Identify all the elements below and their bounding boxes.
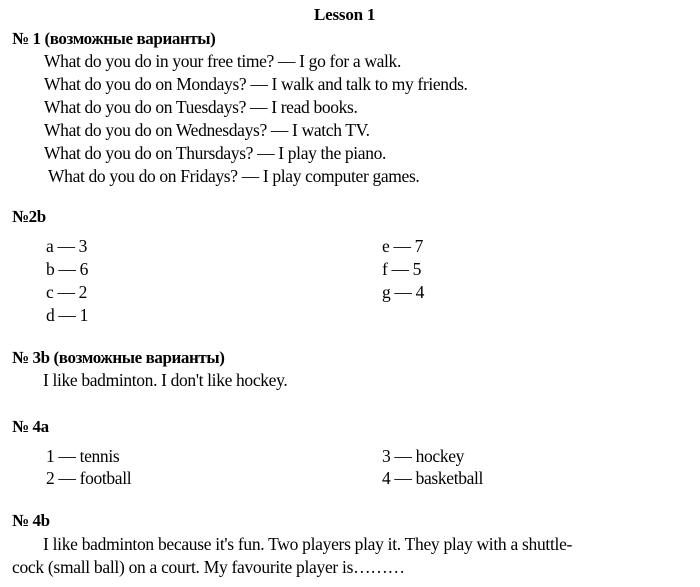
exercise-3b-text: I like badminton. I don't like hockey. xyxy=(43,370,288,390)
match-item: d — 1 xyxy=(46,305,89,325)
sport-item: 1 — tennis xyxy=(46,446,120,466)
sport-item: 3 — hockey xyxy=(382,446,465,466)
exercise-4b-text-line: I like badminton because it's fun. Two players play it. They play with a shuttle- xyxy=(43,534,573,554)
match-item: a — 3 xyxy=(46,236,88,256)
exercise-1-line: What do you do on Wednesdays? — I watch TV. xyxy=(44,120,370,140)
match-item: g — 4 xyxy=(382,282,425,302)
sport-item: 2 — football xyxy=(46,468,132,488)
exercise-1-line: What do you do on Fridays? — I play computer games. xyxy=(48,166,420,186)
exercise-1-heading: № 1 (возможные варианты) xyxy=(12,29,216,48)
exercise-1-line: What do you do on Thursdays? — I play the piano. xyxy=(44,143,387,163)
page-title: Lesson 1 xyxy=(314,5,376,24)
exercise-3b-heading: № 3b (возможные варианты) xyxy=(12,348,225,367)
exercise-4a-heading: № 4a xyxy=(12,417,49,436)
exercise-4b-heading: № 4b xyxy=(12,511,50,530)
exercise-2b-heading: №2b xyxy=(12,207,46,226)
exercise-1-line: What do you do in your free time? — I go for a walk. xyxy=(44,51,401,71)
match-item: e — 7 xyxy=(382,236,424,256)
exercise-1-line: What do you do on Mondays? — I walk and talk to my friends. xyxy=(44,74,468,94)
sport-item: 4 — basketball xyxy=(382,468,484,488)
match-item: f — 5 xyxy=(382,259,422,279)
exercise-4b-text-line: cock (small ball) on a court. My favourite player is……… xyxy=(12,557,405,577)
exercise-1-line: What do you do on Tuesdays? — I read books. xyxy=(44,97,358,117)
match-item: c — 2 xyxy=(46,282,88,302)
match-item: b — 6 xyxy=(46,259,89,279)
